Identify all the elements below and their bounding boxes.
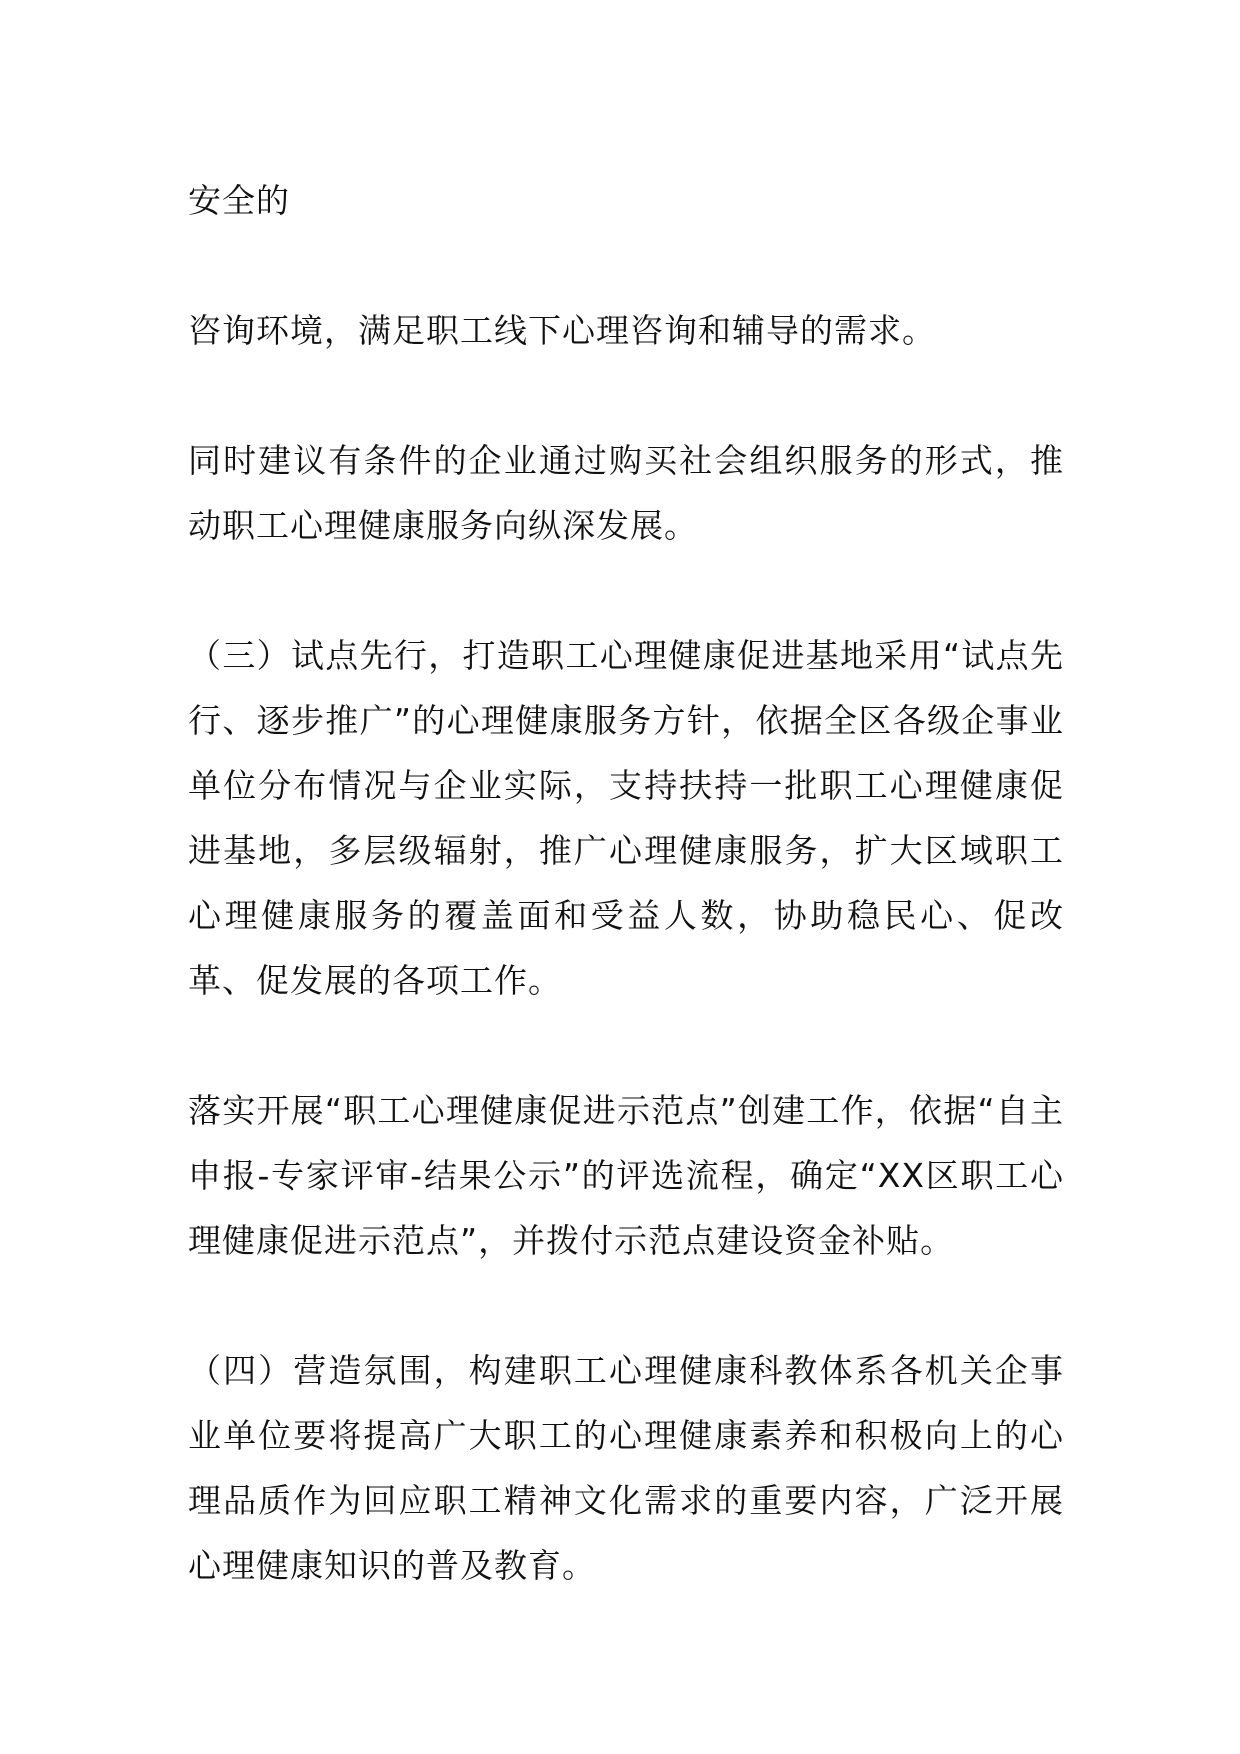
paragraph-1: 安全的: [188, 181, 290, 220]
paragraph-4: （三）试点先行，打造职工心理健康促进基地采用“试点先行、逐步推广”的心理健康服务方针，依据全区各级企事业单位分布情况与企业实际，支持扶持一批职工心理健康促进基地，多层级辐射，推广心理健康服务，扩大区域职工心理健康服务的覆盖面和受益人数，协助稳民心、促改革、促发展的各项工作。: [188, 636, 1064, 1000]
paragraph-2: 咨询环境，满足职工线下心理咨询和辅导的需求。: [188, 311, 936, 350]
document-body: [188, 168, 1064, 1598]
paragraph-6: （四）营造氛围，构建职工心理健康科教体系各机关企事业单位要将提高广大职工的心理健康素养和积极向上的心理品质作为回应职工精神文化需求的重要内容，广泛开展心理健康知识的普及教育。: [188, 1351, 1064, 1585]
paragraph-5: 落实开展“职工心理健康促进示范点”创建工作，依据“自主申报-专家评审-结果公示”的评选流程，确定“XX区职工心理健康促进示范点”，并拨付示范点建设资金补贴。: [188, 1091, 1064, 1260]
paragraph-3: 同时建议有条件的企业通过购买社会组织服务的形式，推动职工心理健康服务向纵深发展。: [188, 441, 1064, 545]
